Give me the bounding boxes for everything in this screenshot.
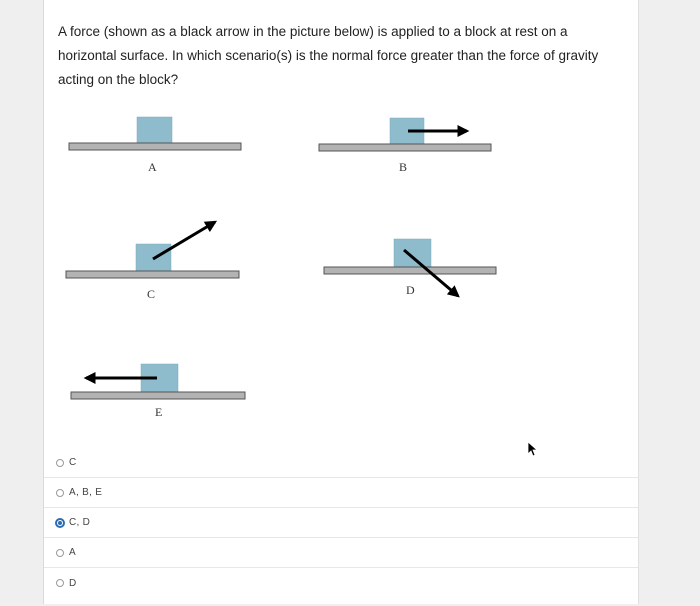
scenario-b [319, 118, 491, 174]
radio-button[interactable] [56, 549, 64, 557]
scenario-label-c: C [147, 287, 156, 301]
radio-button-selected[interactable] [55, 518, 65, 528]
surface-a [69, 143, 241, 150]
option-4[interactable] [44, 568, 638, 598]
option-3[interactable] [44, 538, 638, 568]
surface-e [71, 392, 245, 399]
block-a [137, 117, 172, 143]
scenario-label-b: B [399, 160, 408, 174]
option-label: C, D [69, 517, 91, 528]
question-panel [43, 0, 639, 604]
scenario-label-a: A [148, 160, 157, 174]
scenario-d [324, 239, 496, 297]
scenario-e [71, 364, 245, 419]
surface-b [319, 144, 491, 151]
radio-button[interactable] [56, 489, 64, 497]
option-label: C [69, 457, 77, 468]
option-label: A, B, E [69, 487, 103, 498]
radio-button[interactable] [56, 459, 64, 467]
scenario-label-d: D [406, 283, 415, 297]
scenario-c [66, 222, 239, 301]
surface-c [66, 271, 239, 278]
option-label: A [69, 547, 76, 558]
scenario-a [69, 117, 241, 174]
force-diagram [44, 0, 638, 440]
option-2[interactable] [44, 508, 638, 538]
answer-options [44, 448, 638, 598]
force-arrow-c [153, 222, 215, 259]
radio-button[interactable] [56, 579, 64, 587]
surface-d [324, 267, 496, 274]
question-text: A force (shown as a black arrow in the picture below) is applied to a block at rest on a horizontal surface. In which scenario(s) is the normal force greater than the force of gravity acting on the block? [58, 24, 599, 87]
option-1[interactable] [44, 478, 638, 508]
block-d [394, 239, 431, 267]
option-label: D [69, 577, 77, 589]
scenario-label-e: E [155, 405, 163, 419]
option-0[interactable] [44, 448, 638, 478]
